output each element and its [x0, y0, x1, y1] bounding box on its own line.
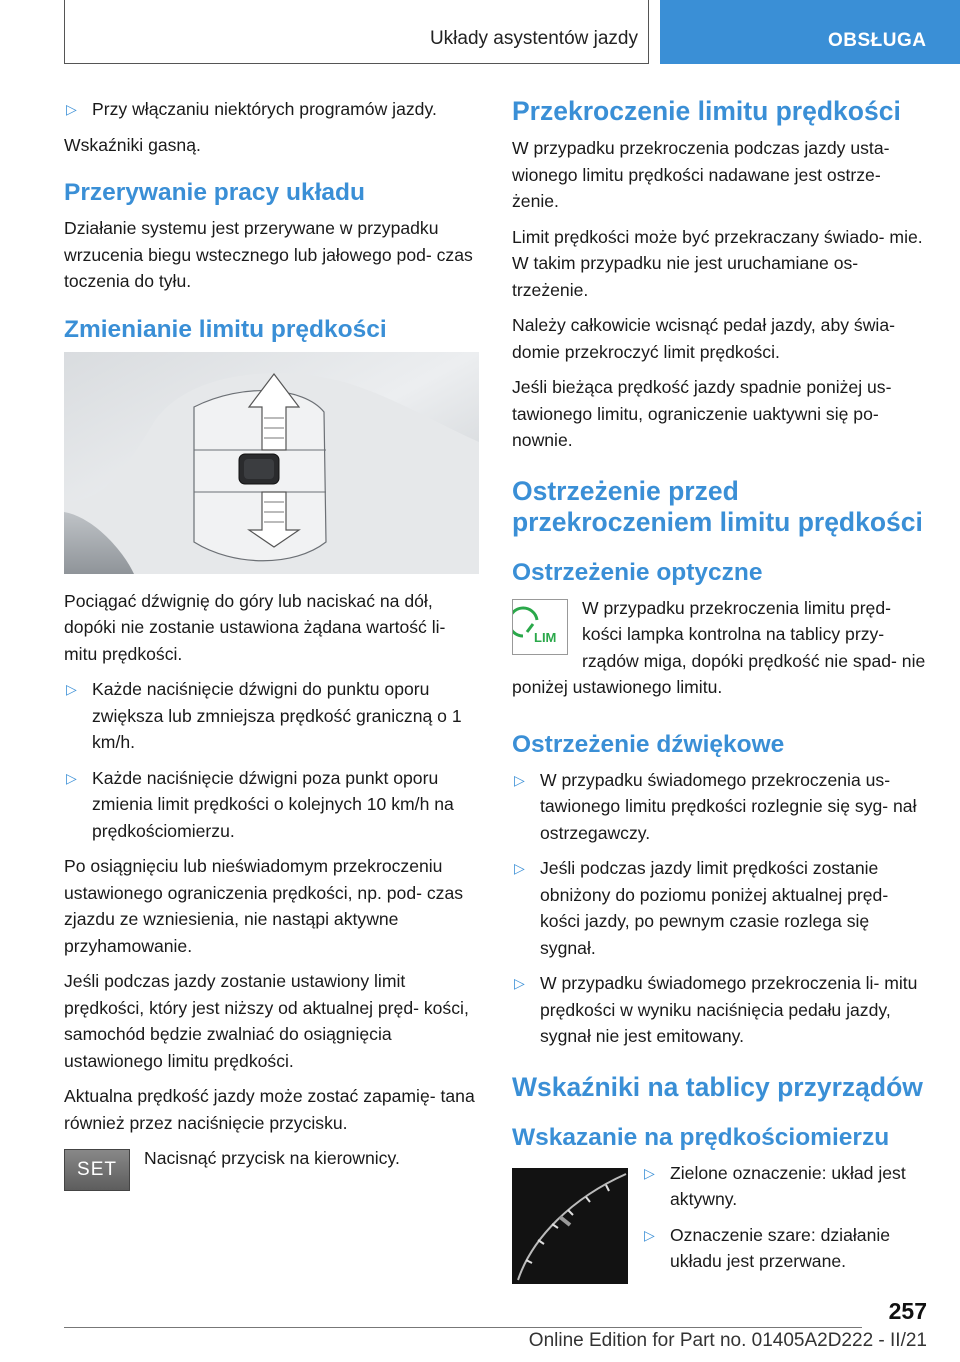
triangle-bullet-icon: ▷: [644, 1164, 655, 1181]
paragraph: Jeśli podczas jazdy zostanie ustawiony limit prędkości, który jest niższy od aktualnej pręd- kości, samochód będzie zwalniać do osiągnięcia ustawionego limitu prędkości.: [64, 971, 469, 1071]
triangle-bullet-icon: ▷: [66, 681, 77, 697]
paragraph: Jeśli bieżąca prędkość jazdy spadnie poniżej us- tawionego limitu, ograniczenie uaktywni się po- nownie.: [512, 377, 892, 450]
list-item: ▷ Zielone oznaczenie: układ jest aktywny.: [642, 1160, 927, 1213]
speedometer-marker-illustration: [512, 1168, 628, 1284]
section-title: Układy asystentów jazdy: [429, 28, 638, 49]
heading-przekroczenie: Przekroczenie limitu prędkości: [512, 96, 901, 126]
left-column: [64, 96, 479, 1204]
set-button-icon: SET: [64, 1149, 130, 1191]
chapter-tab: [660, 0, 960, 64]
page-number: 257: [888, 1298, 927, 1324]
paragraph: Aktualna prędkość jazdy może zostać zapamię- tana również przez naciśnięcie przycisku.: [64, 1086, 475, 1133]
heading-ostrzezenie: Ostrzeżenie przed przekroczeniem limitu prędkości: [512, 475, 923, 537]
list-item: ▷ Każde naciśnięcie dźwigni do punktu oporu zwiększa lub zmniejsza prędkość graniczną o 1 km/h.: [64, 676, 479, 756]
paragraph: Należy całkowicie wcisnąć pedał jazdy, aby świa- domie przekroczyć limit prędkości.: [512, 315, 895, 362]
lim-indicator-icon: [512, 599, 568, 660]
triangle-bullet-icon: ▷: [66, 101, 77, 117]
edition-note: Online Edition for Part no. 01405A2D222 - II/21: [528, 1330, 927, 1351]
paragraph: Pociągać dźwignię do góry lub naciskać na dół, dopóki nie zostanie ustawiona żądana wartość li- mitu prędkości.: [64, 590, 446, 664]
heading-zmienianie: Zmienianie limitu prędkości: [64, 315, 387, 343]
footer-divider: [64, 1327, 862, 1328]
heading-wskazanie: Wskazanie na prędkościomierzu: [512, 1123, 890, 1151]
list-item: ▷ Przy włączaniu niektórych programów jazdy.: [64, 96, 479, 123]
triangle-bullet-icon: ▷: [514, 975, 525, 991]
speedometer-row: [512, 1160, 927, 1288]
paragraph: W przypadku przekroczenia podczas jazdy usta- wionego limitu prędkości nadawane jest ostrze- żenie.: [512, 138, 890, 211]
heading-optyczne: Ostrzeżenie optyczne: [512, 558, 763, 586]
paragraph: Nacisnąć przycisk na kierownicy.: [144, 1148, 400, 1168]
list-item: ▷ Oznaczenie szare: działanie układu jest przerwane.: [642, 1222, 927, 1275]
triangle-bullet-icon: ▷: [514, 860, 525, 876]
paragraph: Wskaźniki gasną.: [64, 134, 201, 155]
triangle-bullet-icon: ▷: [644, 1226, 655, 1243]
running-header: [64, 0, 649, 64]
heading-wskazniki: Wskaźniki na tablicy przyrządów: [512, 1071, 923, 1102]
paragraph: Limit prędkości może być przekraczany świado- mie. W takim przypadku nie jest uruchamiane os- trzeżenie.: [512, 226, 923, 300]
list-item: ▷ Każde naciśnięcie dźwigni poza punkt oporu zmienia limit prędkości o kolejnych 10 km/h na prędkościomierzu.: [64, 765, 479, 845]
triangle-bullet-icon: ▷: [514, 771, 525, 788]
paragraph: W przypadku przekroczenia limitu pręd- kości lampka kontrolna na tablicy przy- rządów miga, dopóki prędkość nie spad- nie poniżej ustawionego limitu.: [512, 597, 926, 697]
heading-dzwiekowe: Ostrzeżenie dźwiękowe: [512, 730, 785, 758]
set-button-row: [64, 1145, 479, 1195]
list-item: ▷ Jeśli podczas jazdy limit prędkości zostanie obniżony do poziomu poniżej aktualnej pręd- kości jazdy, po pewnym czasie rozlega się sygnał.: [512, 855, 927, 961]
svg-text:LIM: LIM: [534, 629, 557, 645]
paragraph: Po osiągnięciu lub nieświadomym przekroczeniu ustawionego ograniczenia prędkości, np. pod- czas zjazdu ze wzniesienia, nie nastąpi aktywne przyhamowanie.: [64, 856, 464, 956]
paragraph: Działanie systemu jest przerywane w przypadku wrzucenia biegu wstecznego lub jałowego pod- czas toczenia do tyłu.: [64, 218, 473, 291]
steering-wheel-lever-illustration: [64, 352, 479, 574]
list-item: ▷ W przypadku świadomego przekroczenia us- tawionego limitu prędkości rozlegnie się syg- nał ostrzegawczy.: [512, 767, 927, 847]
chapter-title: OBSŁUGA: [828, 30, 927, 51]
list-item: ▷ W przypadku świadomego przekroczenia li- mitu prędkości w wyniku naciśnięcia pedału jazdy, sygnał nie jest emitowany.: [512, 970, 927, 1050]
triangle-bullet-icon: ▷: [66, 769, 77, 786]
lim-indicator-row: [512, 595, 927, 710]
heading-przerywanie: Przerywanie pracy układu: [64, 179, 365, 206]
right-column: [512, 96, 927, 1297]
